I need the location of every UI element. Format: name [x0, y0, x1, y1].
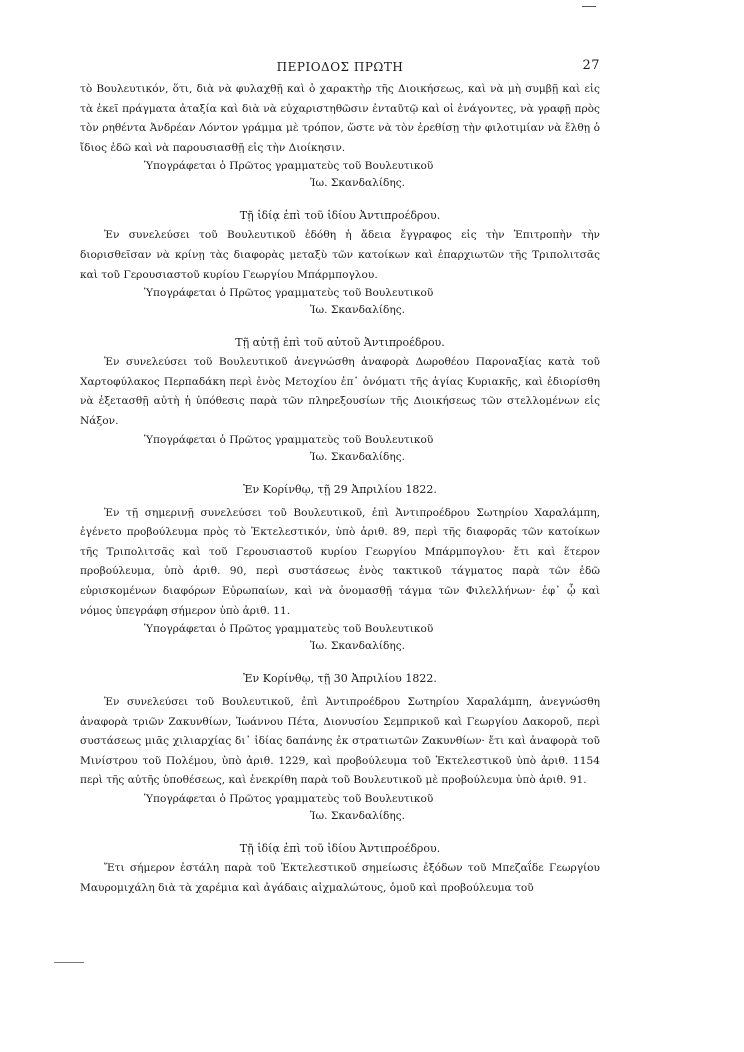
signature-line-2: Ἰω. Σκανδαλίδης.	[310, 640, 406, 653]
section-paragraph: Ἐν συνελεύσει τοῦ Βουλευτικοῦ ἐδόθη ἡ ἄδεια ἔγγραφος εἰς τὴν Ἐπιτροπὴν τὴν διορισθεῖσαν νὰ κρίνῃ τὰς διαφορὰς μεταξὺ τῶν κατοίκων καὶ ἐπαρχιωτῶν τῆς Τριπολιτσᾶς καὶ τοῦ Γερουσιαστοῦ κυρίου Γεωργίου Μπάρμπογλου.	[80, 229, 600, 281]
section-heading: Τῇ ἰδίᾳ ἐπὶ τοῦ ἰδίου Ἀντιπροέδρου.	[239, 842, 441, 856]
signature-line-2: Ἰω. Σκανδαλίδης.	[310, 450, 406, 463]
signature-line-1: Ὑπογράφεται ὁ Πρῶτος γραμματεὺς τοῦ Βουλευτικοῦ	[144, 433, 434, 446]
scan-mark-top	[582, 6, 596, 7]
page-number: 27	[582, 58, 600, 73]
scan-mark-bottom	[54, 962, 84, 963]
section-heading: Ἐν Κορίνθῳ, τῇ 29 Ἀπριλίου 1822.	[243, 482, 437, 496]
signature-line-1: Ὑπογράφεται ὁ Πρῶτος γραμματεὺς τοῦ Βουλευτικοῦ	[144, 287, 434, 300]
signature-line-2: Ἰω. Σκανδαλίδης.	[310, 177, 406, 190]
section-heading: Τῇ ἰδίᾳ ἐπὶ τοῦ ἰδίου Ἀντιπροέδρου.	[239, 209, 441, 223]
signature-line-2: Ἰω. Σκανδαλίδης.	[310, 304, 406, 317]
signature-line-1: Ὑπογράφεται ὁ Πρῶτος γραμματεὺς τοῦ Βουλευτικοῦ	[144, 793, 434, 806]
running-header	[80, 58, 600, 80]
section-heading: Τῇ αὐτῇ ἐπὶ τοῦ αὐτοῦ Ἀντιπροέδρου.	[235, 336, 445, 350]
section-paragraph: Ἐν τῇ σημερινῇ συνελεύσει τοῦ Βουλευτικοῦ, ἐπὶ Ἀντιπροέδρου Σωτηρίου Χαραλάμπη, ἐγένετο προβούλευμα πρὸς τὸ Ἐκτελεστικόν, ὑπὸ ἀριθ. 89, περὶ τῆς διαφορᾶς τῶν κατοίκων τῆς Τριπολιτσᾶς καὶ τοῦ Γερουσιαστοῦ κυρίου Γεωργίου Μπάρμπογλου· ἔτι καὶ ἕτερον προβούλευμα, ὑπὸ ἀριθ. 90, περὶ συστάσεως ἑνὸς τακτικοῦ τάγματος παρὰ τῶν ἐδῶ εὑρισκομένων διαφόρων Εὐρωπαίων, καὶ νὰ ὀνομασθῇ τάγμα τῶν Φιλελλήνων· ἐφ᾽ ᾧ καὶ νόμος ὑπεγράφη σήμερον ὑπὸ ἀριθ. 11.	[80, 506, 600, 617]
header-title: ΠΕΡΙΟΔΟΣ ΠΡΩΤΗ	[276, 60, 404, 74]
section-paragraph: Ἐν συνελεύσει τοῦ Βουλευτικοῦ ἀνεγνώσθη ἀναφορὰ Δωροθέου Παροναξίας κατὰ τοῦ Χαρτοφύλακος Περπαδάκη περὶ ἑνὸς Μετοχίου ἐπ᾽ ὀνόματι τῆς ἁγίας Κυριακῆς, καὶ ἐδιορίσθη νὰ ἐξετασθῇ αὐτὴ ἡ ὑπόθεσις παρὰ τῶν πληρεξουσίων τῆς Διοικήσεως τῶν στελλομένων εἰς Νάξον.	[80, 356, 600, 427]
section-heading: Ἐν Κορίνθῳ, τῇ 30 Ἀπριλίου 1822.	[243, 672, 437, 686]
opening-paragraph: τὸ Βουλευτικόν, ὅτι, διὰ νὰ φυλαχθῇ καὶ ὁ χαρακτὴρ τῆς Διοικήσεως, καὶ νὰ μὴ συμβῇ καὶ εἰς τὰ ἐκεῖ πράγματα ἀταξία καὶ διὰ νὰ εὐχαριστηθῶσιν ἐνταῦτῷ καὶ οἱ ἐνάγοντες, νὰ γραφῇ πρὸς τὸν ρηθέντα Ἀνδρέαν Λόντον γράμμα μὲ τρόπον, ὥστε νὰ τὸν ἐρεθίσῃ τὴν φιλοτιμίαν νὰ ἔλθῃ ὁ ἴδιος ἐδῶ καὶ νὰ παρουσιασθῇ εἰς τὴν Διοίκησιν.	[80, 83, 600, 154]
document-page	[80, 58, 600, 898]
signature-line-1: Ὑπογράφεται ὁ Πρῶτος γραμματεὺς τοῦ Βουλευτικοῦ	[144, 623, 434, 636]
signature-line-1: Ὑπογράφεται ὁ Πρῶτος γραμματεὺς τοῦ Βουλευτικοῦ	[144, 160, 434, 173]
section-paragraph: Ἔτι σήμερον ἐστάλη παρὰ τοῦ Ἐκτελεστικοῦ σημείωσις ἐξόδων τοῦ Μπεζαΐδε Γεωργίου Μαυρομιχάλη διὰ τὰ χαρέμια καὶ ἀγάδαις αἰχμαλώτους, ὁμοῦ καὶ προβούλευμα τοῦ	[80, 862, 600, 894]
section-paragraph: Ἐν συνελεύσει τοῦ Βουλευτικοῦ, ἐπὶ Ἀντιπροέδρου Σωτηρίου Χαραλάμπη, ἀνεγνώσθη ἀναφορὰ τριῶν Ζακυνθίων, Ἰωάννου Πέτα, Διονυσίου Σεμπρικοῦ καὶ Γεωργίου Δακοροῦ, περὶ συστάσεως μιᾶς χιλιαρχίας δι᾽ ἰδίας δαπάνης ἐκ στρατιωτῶν Ζακυνθίων· ἔτι καὶ ἀναφορὰ τοῦ Μινίστρου τοῦ Πολέμου, ὑπὸ ἀριθ. 1229, καὶ προβούλευμα τοῦ Ἐκτελεστικοῦ ὑπὸ ἀριθ. 1154 περὶ τῆς αὐτῆς ὑποθέσεως, καὶ ἐνεκρίθη παρὰ τοῦ Βουλευτικοῦ μὲ προβούλευμα ὑπὸ ἀριθ. 91.	[80, 696, 600, 787]
signature-line-2: Ἰω. Σκανδαλίδης.	[310, 810, 406, 823]
